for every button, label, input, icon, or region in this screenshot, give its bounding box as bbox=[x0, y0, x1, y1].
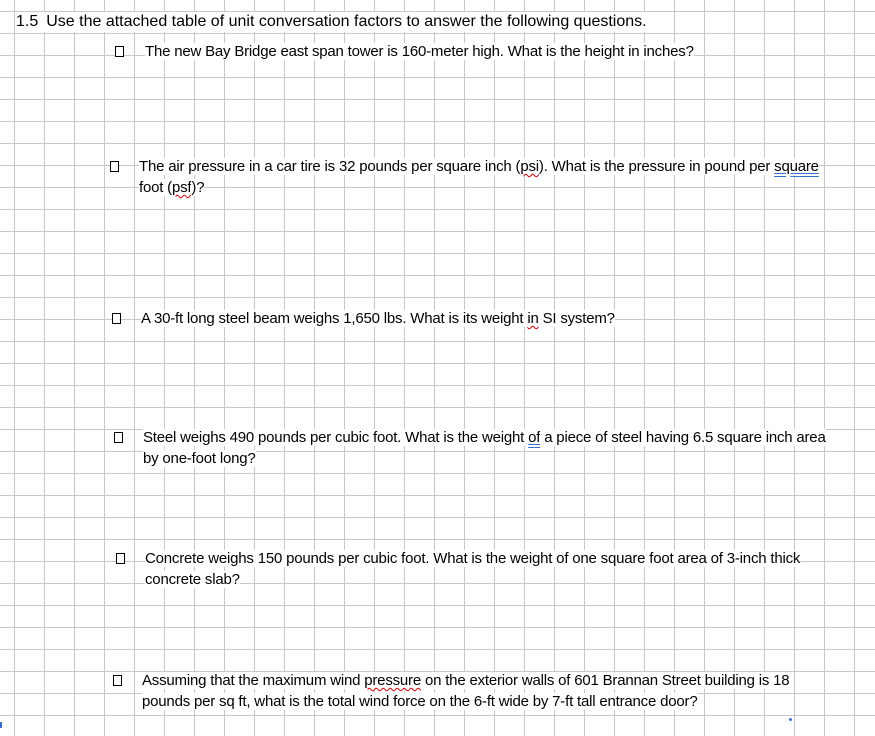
question-2-line2-a: foot ( bbox=[139, 179, 172, 196]
checkbox-bullet-icon bbox=[114, 432, 123, 443]
checkbox-bullet-icon bbox=[116, 553, 125, 564]
grammar-word-of: of bbox=[528, 429, 541, 446]
question-item-4 bbox=[114, 427, 826, 469]
question-item-3 bbox=[112, 308, 615, 329]
question-instruction: Use the attached table of unit conversation factors to answer the following questions. bbox=[46, 13, 647, 30]
checkbox-bullet-icon bbox=[112, 313, 121, 324]
question-4-line2: by one-foot long? bbox=[143, 450, 256, 467]
spellcheck-word-in: in bbox=[527, 310, 539, 327]
question-6-text-a: Assuming that the maximum wind bbox=[142, 672, 365, 689]
question-4-text-c: a piece of steel having 6.5 square inch area bbox=[540, 429, 826, 446]
question-2-text-c: ). What is the pressure in pound per bbox=[538, 158, 775, 175]
question-6-text-c: on the exterior walls of 601 Brannan Street building is 18 bbox=[421, 672, 790, 689]
spellcheck-word-pressure: pressure bbox=[364, 672, 421, 689]
question-6-line2: pounds per sq ft, what is the total wind force on the 6-ft wide by 7-ft tall entrance door? bbox=[142, 693, 698, 710]
question-item-6 bbox=[113, 670, 789, 712]
question-2-line2-c: )? bbox=[191, 179, 205, 196]
question-5-text: Concrete weighs 150 pounds per cubic foot. What is the weight of one square foot area of 3-inch thick bbox=[145, 550, 801, 567]
spellcheck-word-psi: psi bbox=[520, 158, 539, 175]
cursor-mark bbox=[0, 722, 2, 728]
question-4-text-a: Steel weighs 490 pounds per cubic foot. What is the weight bbox=[143, 429, 529, 446]
checkbox-bullet-icon bbox=[115, 46, 124, 57]
question-number: 1.5 bbox=[16, 13, 39, 30]
question-item-1 bbox=[115, 41, 694, 62]
checkbox-bullet-icon bbox=[113, 675, 122, 686]
question-3-text-c: SI system? bbox=[538, 310, 615, 327]
question-item-2 bbox=[110, 156, 819, 198]
question-2-text-a: The air pressure in a car tire is 32 pounds per square inch ( bbox=[139, 158, 521, 175]
checkbox-bullet-icon bbox=[110, 161, 119, 172]
spellcheck-word-psf: psf bbox=[171, 179, 192, 196]
question-heading bbox=[16, 12, 649, 32]
question-5-line2: concrete slab? bbox=[145, 571, 240, 588]
question-1-text: The new Bay Bridge east span tower is 160-meter high. What is the height in inches? bbox=[145, 43, 694, 60]
question-3-text-a: A 30-ft long steel beam weighs 1,650 lbs. What is its weight bbox=[141, 310, 528, 327]
question-item-5 bbox=[116, 548, 800, 590]
grammar-word-square: square bbox=[774, 158, 819, 175]
stray-dot bbox=[789, 718, 792, 721]
